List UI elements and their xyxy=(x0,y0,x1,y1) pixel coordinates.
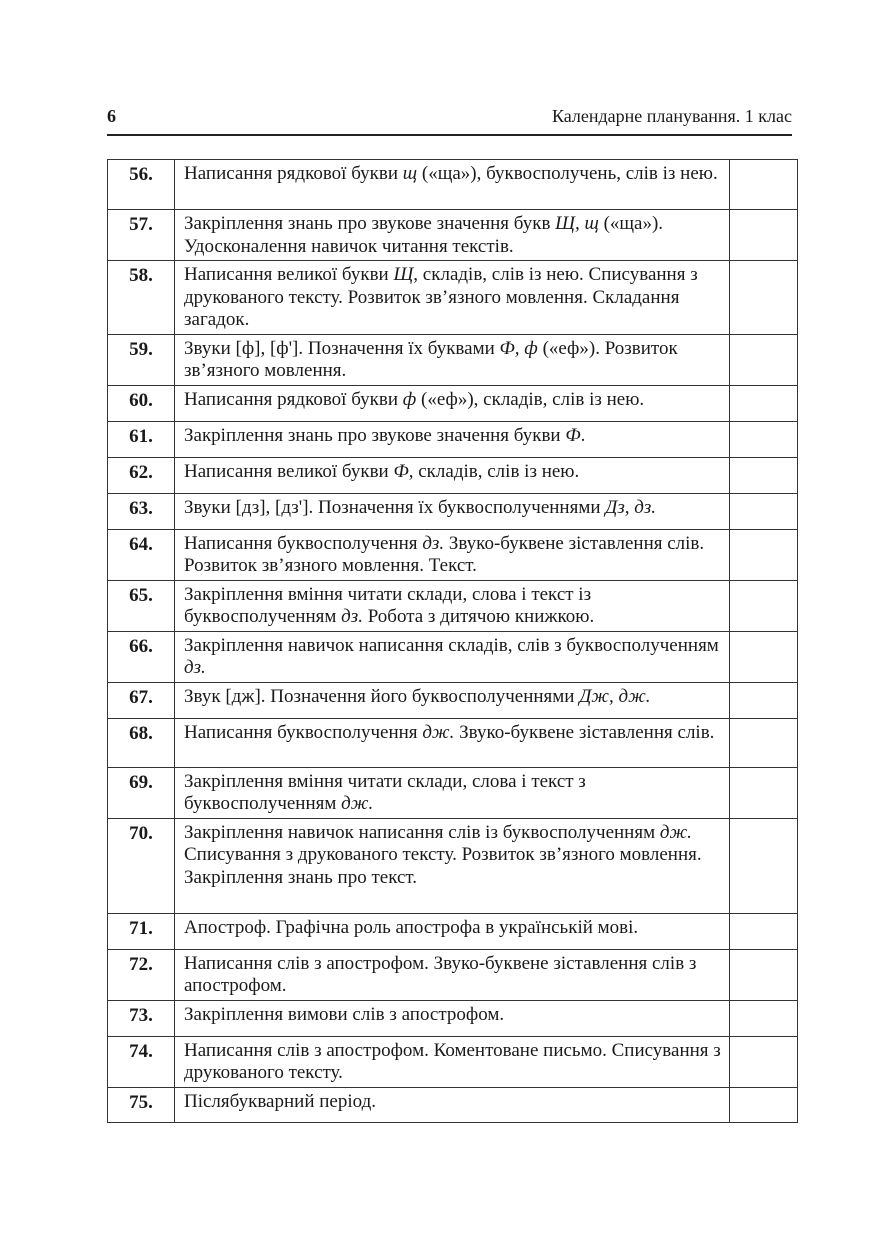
topic-text: . xyxy=(580,424,586,446)
lesson-topic xyxy=(175,718,730,767)
topic-text: Апостроф. Графічна роль апострофа в українській мові. xyxy=(184,916,639,938)
lesson-number: 58. xyxy=(108,261,175,335)
date-cell xyxy=(730,1036,798,1087)
lesson-topic xyxy=(175,334,730,385)
table-row xyxy=(108,1036,798,1087)
lesson-number: 56. xyxy=(108,160,175,210)
lesson-number: 60. xyxy=(108,385,175,421)
topic-text: Написання буквосполучення xyxy=(184,532,423,554)
table-row xyxy=(108,949,798,1000)
topic-text: («ща»). Удосконалення навичок читання текстів. xyxy=(184,213,664,257)
date-cell xyxy=(730,949,798,1000)
table-row xyxy=(108,1087,798,1122)
lesson-topic xyxy=(175,1036,730,1087)
table-row xyxy=(108,334,798,385)
topic-text: Закріплення вміння читати склади, слова і текст із буквосполученням xyxy=(184,583,592,627)
lesson-topic xyxy=(175,529,730,580)
lesson-rows xyxy=(108,160,798,1123)
topic-text: Написання рядкової букви xyxy=(184,388,403,410)
table-row xyxy=(108,160,798,210)
date-cell xyxy=(730,261,798,335)
date-cell xyxy=(730,1000,798,1036)
lesson-topic xyxy=(175,385,730,421)
date-cell xyxy=(730,682,798,718)
lesson-topic xyxy=(175,949,730,1000)
topic-text: Закріплення вміння читати склади, слова і текст з буквосполученням xyxy=(184,770,586,814)
lesson-topic xyxy=(175,457,730,493)
lesson-topic xyxy=(175,913,730,949)
lesson-number: 73. xyxy=(108,1000,175,1036)
date-cell xyxy=(730,457,798,493)
topic-italic-text: дж. xyxy=(341,793,374,814)
topic-italic-text: Ф xyxy=(565,424,581,446)
table-row xyxy=(108,631,798,682)
table-row xyxy=(108,210,798,261)
topic-text: Написання слів з апострофом. Звуко-буквене зіставлення слів з апострофом. xyxy=(184,952,697,996)
date-cell xyxy=(730,529,798,580)
topic-text: Звуко-буквене зіставлення слів. xyxy=(454,721,715,743)
lesson-number: 62. xyxy=(108,457,175,493)
lesson-topic xyxy=(175,1087,730,1122)
topic-text: Звуко-буквене зіставлення слів. Розвиток зв’язного мовлення. Текст. xyxy=(184,532,705,576)
date-cell xyxy=(730,334,798,385)
table-row xyxy=(108,580,798,631)
date-cell xyxy=(730,1087,798,1122)
lesson-number: 72. xyxy=(108,949,175,1000)
page-number: 6 xyxy=(107,106,116,126)
topic-italic-text: Дж, дж. xyxy=(579,685,651,707)
date-cell xyxy=(730,767,798,818)
topic-italic-text: дз. xyxy=(341,606,363,627)
topic-text: Закріплення знань про звукове значення букв xyxy=(184,213,556,234)
topic-text: («еф»). Розвиток зв’язного мовлення. xyxy=(184,337,678,381)
topic-text: Звуки [дз], [дз']. Позначення їх буквосполученнями xyxy=(184,496,606,518)
date-cell xyxy=(730,631,798,682)
topic-italic-text: дз. xyxy=(184,657,206,678)
topic-italic-text: Щ, щ xyxy=(555,213,599,234)
topic-italic-text: Ф xyxy=(393,460,409,482)
topic-italic-text: ф xyxy=(402,388,417,410)
topic-italic-text: дж. xyxy=(659,821,692,843)
lesson-topic xyxy=(175,818,730,913)
table-row xyxy=(108,767,798,818)
lesson-topic xyxy=(175,767,730,818)
topic-text: («еф»), складів, слів із нею. xyxy=(416,388,645,410)
lesson-topic xyxy=(175,1000,730,1036)
topic-text: («ща»), буквосполучень, слів із нею. xyxy=(417,163,718,184)
lesson-topic xyxy=(175,160,730,210)
table-row xyxy=(108,1000,798,1036)
table-row xyxy=(108,261,798,335)
table-row xyxy=(108,913,798,949)
topic-text: Написання слів з апострофом. Коментоване письмо. Списування з друкованого тексту. xyxy=(184,1039,721,1083)
topic-italic-text: Ф, ф xyxy=(499,337,538,359)
lesson-topic xyxy=(175,631,730,682)
topic-text: Написання буквосполучення xyxy=(184,721,423,743)
lesson-number: 63. xyxy=(108,493,175,529)
table-row xyxy=(108,493,798,529)
date-cell xyxy=(730,385,798,421)
lesson-number: 59. xyxy=(108,334,175,385)
topic-text: Списування з друкованого тексту. Розвиток зв’язного мовлення. Закріплення знань про текст. xyxy=(184,844,702,888)
topic-text: Написання великої букви xyxy=(184,264,394,285)
topic-text: Написання великої букви xyxy=(184,460,394,482)
table-row xyxy=(108,718,798,767)
lesson-number: 67. xyxy=(108,682,175,718)
lesson-number: 75. xyxy=(108,1087,175,1122)
topic-text: Робота з дитячою книжкою. xyxy=(362,606,595,627)
lesson-number: 68. xyxy=(108,718,175,767)
table-row xyxy=(108,818,798,913)
topic-italic-text: дз. xyxy=(422,532,445,554)
table-row xyxy=(108,457,798,493)
date-cell xyxy=(730,718,798,767)
topic-text: , складів, слів із нею. Списування з друкованого тексту. Розвиток зв’язного мовлення. Складання загадок. xyxy=(184,264,698,330)
topic-text: Звуки [ф], [ф']. Позначення їх буквами xyxy=(184,337,500,359)
date-cell xyxy=(730,210,798,261)
topic-text: , складів, слів із нею. xyxy=(408,460,580,482)
lesson-number: 61. xyxy=(108,421,175,457)
date-cell xyxy=(730,818,798,913)
topic-text: Післябукварний період. xyxy=(184,1090,376,1112)
table-row xyxy=(108,529,798,580)
lesson-number: 64. xyxy=(108,529,175,580)
date-cell xyxy=(730,493,798,529)
table-row xyxy=(108,385,798,421)
lesson-number: 70. xyxy=(108,818,175,913)
date-cell xyxy=(730,580,798,631)
date-cell xyxy=(730,421,798,457)
date-cell xyxy=(730,913,798,949)
topic-italic-text: Щ xyxy=(393,264,414,285)
lesson-topic xyxy=(175,682,730,718)
page-header xyxy=(107,104,792,136)
lesson-number: 65. xyxy=(108,580,175,631)
lesson-number: 71. xyxy=(108,913,175,949)
topic-italic-text: Дз, дз. xyxy=(605,496,657,518)
topic-text: Закріплення знань про звукове значення букви xyxy=(184,424,566,446)
topic-text: Закріплення навичок написання слів із буквосполученням xyxy=(184,821,660,843)
topic-text: Закріплення вимови слів з апострофом. xyxy=(184,1003,505,1025)
topic-text: Написання рядкової букви xyxy=(184,163,403,184)
topic-text: Звук [дж]. Позначення його буквосполученнями xyxy=(184,685,580,707)
lesson-number: 66. xyxy=(108,631,175,682)
lesson-topic xyxy=(175,210,730,261)
lesson-topic xyxy=(175,261,730,335)
lesson-topic xyxy=(175,421,730,457)
lesson-number: 74. xyxy=(108,1036,175,1087)
lesson-number: 69. xyxy=(108,767,175,818)
topic-italic-text: дж. xyxy=(422,721,455,743)
lesson-topic xyxy=(175,493,730,529)
topic-text: Закріплення навичок написання складів, слів з буквосполученням xyxy=(184,634,719,656)
topic-italic-text: щ xyxy=(402,163,418,184)
running-title: Календарне планування. 1 клас xyxy=(551,106,792,126)
date-cell xyxy=(730,160,798,210)
lesson-plan-table xyxy=(107,159,798,1123)
lesson-number: 57. xyxy=(108,210,175,261)
table-row xyxy=(108,682,798,718)
lesson-topic xyxy=(175,580,730,631)
table-row xyxy=(108,421,798,457)
